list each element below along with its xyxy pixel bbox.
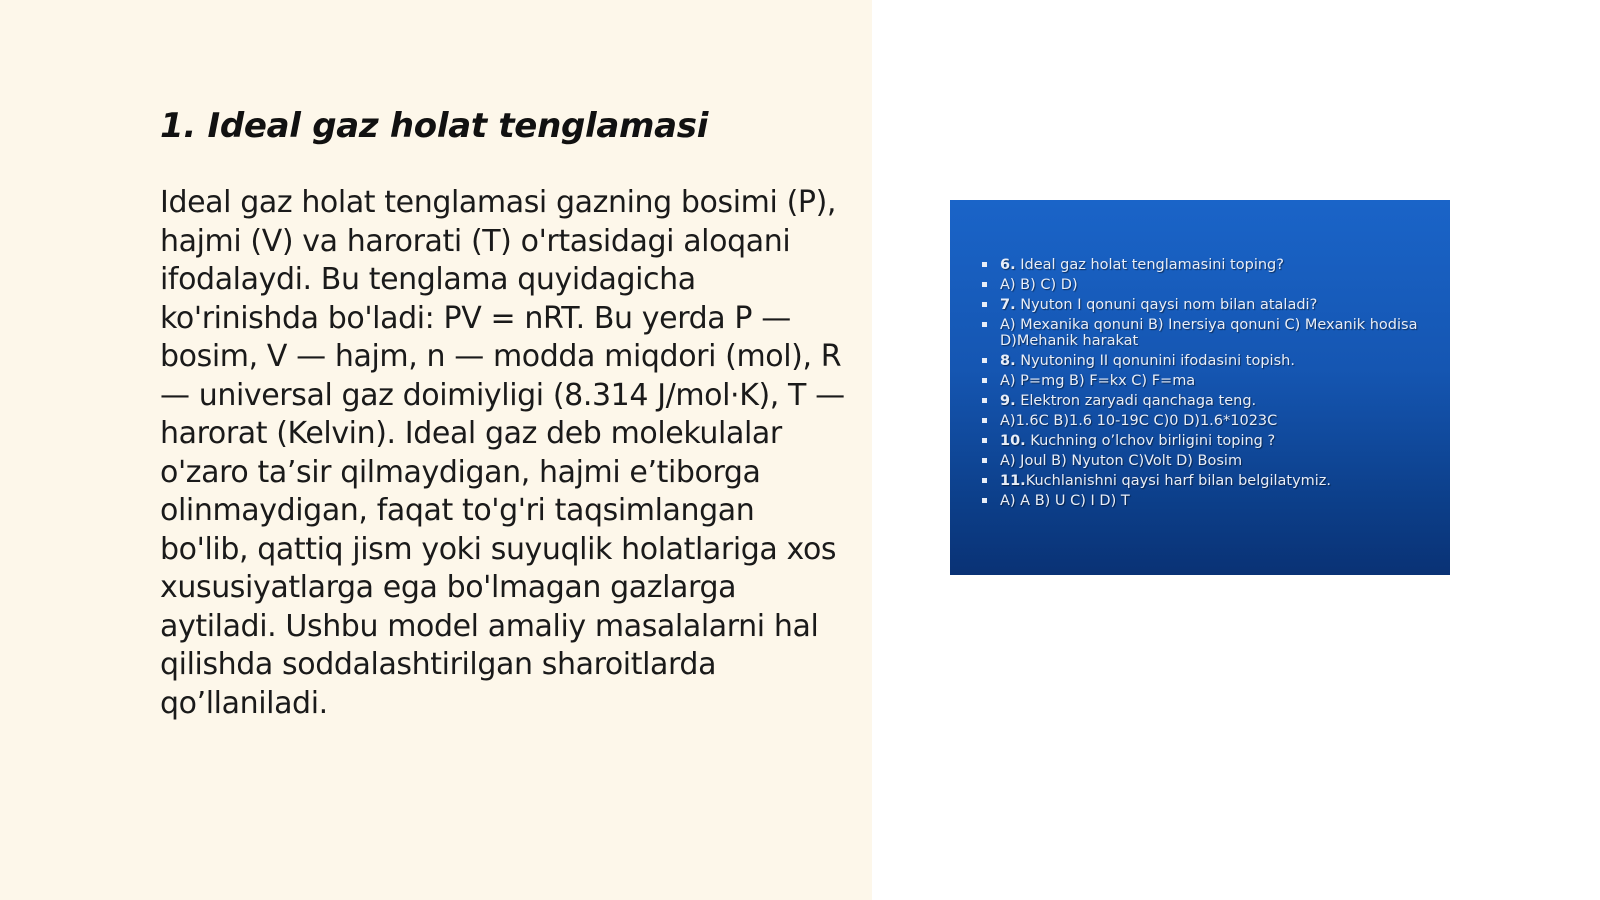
list-item: A) A B) U C) I D) T (980, 493, 1440, 509)
list-item: 7. Nyuton I qonuni qaysi nom bilan ataladi? (980, 297, 1440, 313)
list-item: 11.Kuchlanishni qaysi harf bilan belgilatymiz. (980, 473, 1440, 489)
list-item: A) Joul B) Nyuton C)Volt D) Bosim (980, 453, 1440, 469)
list-item: 9. Elektron zaryadi qanchaga teng. (980, 393, 1440, 409)
quiz-question-list (980, 257, 1440, 513)
slide-body-text: Ideal gaz holat tenglamasi gazning bosimi (P), hajmi (V) va harorati (T) o'rtasidagi aloqani ifodalaydi. Bu tenglama quyidagicha ko'rinishda bo'ladi: PV = nRT. Bu yerda P — bosim, V — hajm, n — modda miqdori (mol), R — universal gaz doimiyligi (8.314 J/mol·K), T — harorat (Kelvin). Ideal gaz deb molekulalar o'zaro ta’sir qilmaydigan, hajmi e’tiborga olinmaydigan, faqat to'g'ri taqsimlangan bo'lib, qattiq jism yoki suyuqlik holatlariga xos xususiyatlarga ega bo'lmagan gazlarga aytiladi. Ushbu model amaliy masalalarni hal qilishda soddalashtirilgan sharoitlarda qo’llaniladi. (160, 185, 845, 721)
slide-title: 1. Ideal gaz holat tenglamasi (160, 106, 709, 146)
list-item: 10. Kuchning o’lchov birligini toping ? (980, 433, 1440, 449)
list-item: A)1.6C B)1.6 10-19C C)0 D)1.6*1023C (980, 413, 1440, 429)
list-item: 6. Ideal gaz holat tenglamasini toping? (980, 257, 1440, 273)
list-item: 8. Nyutoning II qonunini ifodasini topish. (980, 353, 1440, 369)
list-item: A) B) C) D) (980, 277, 1440, 293)
quiz-slide-image (950, 200, 1450, 575)
list-item: A) P=mg B) F=kx C) F=ma (980, 373, 1440, 389)
list-item: A) Mexanika qonuni B) Inersiya qonuni C) Mexanik hodisa D)Mehanik harakat (980, 317, 1440, 349)
